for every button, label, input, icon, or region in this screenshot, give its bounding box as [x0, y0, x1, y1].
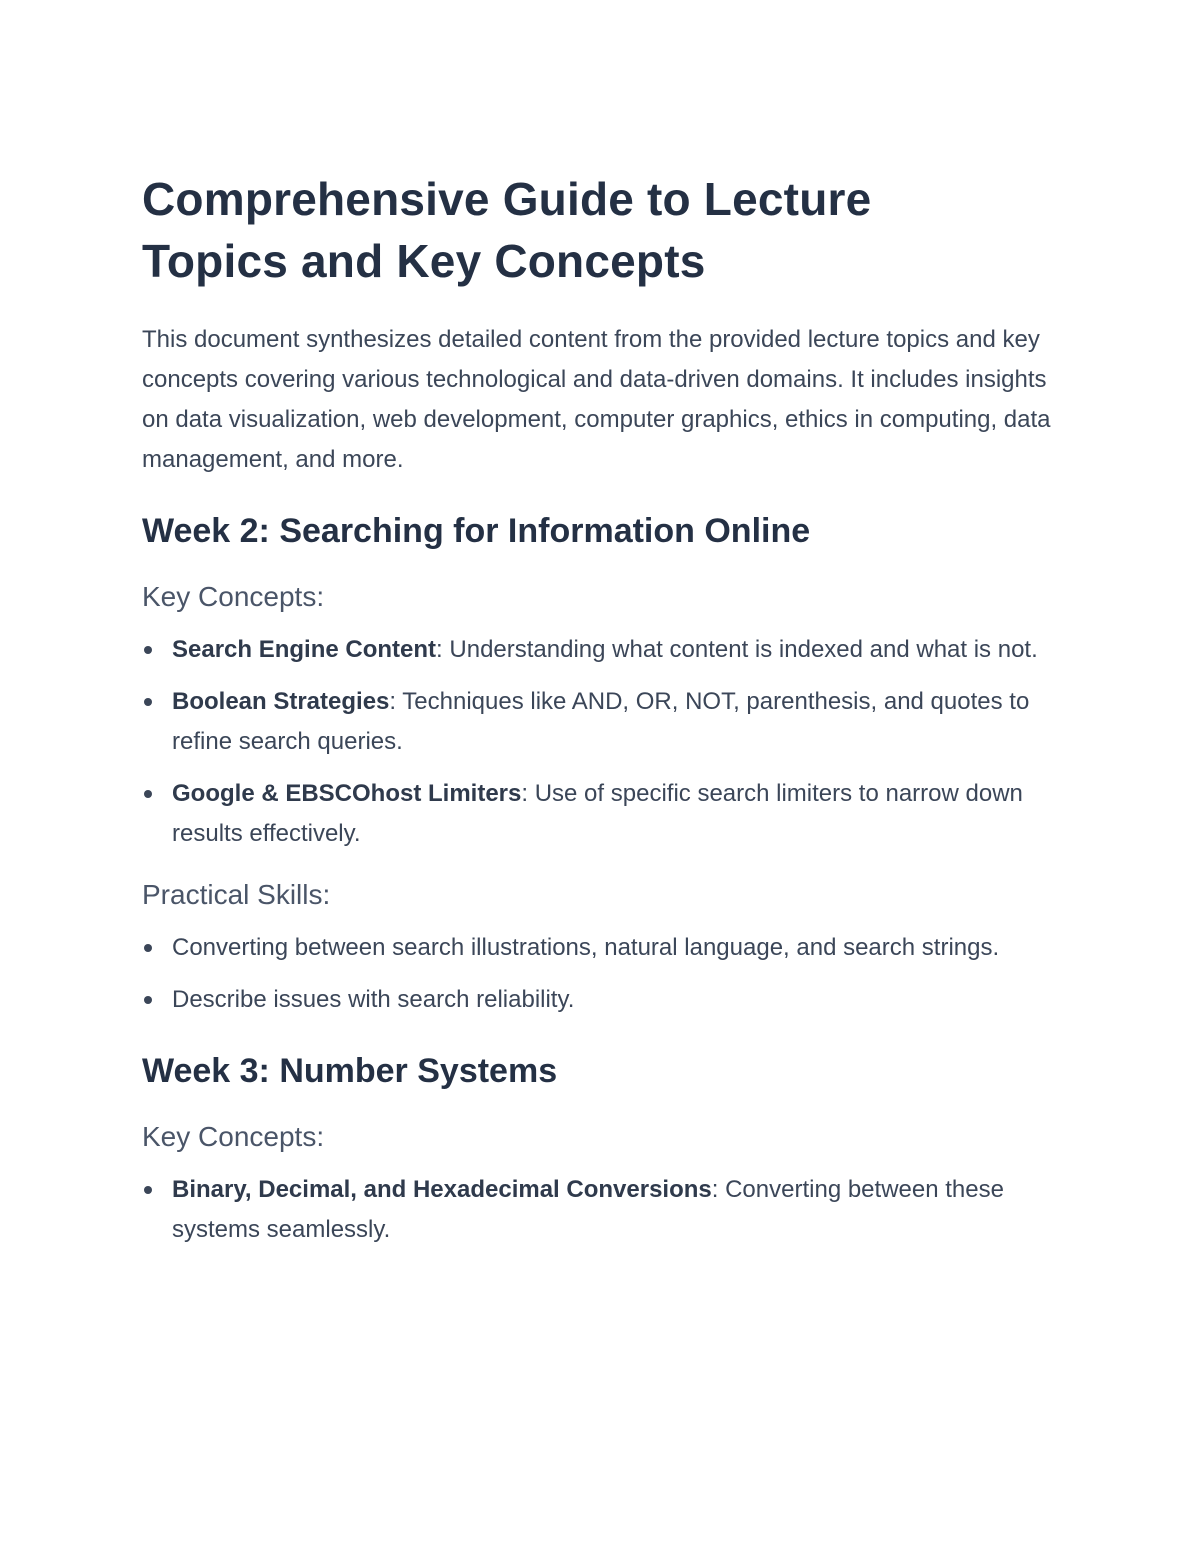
concept-term: Boolean Strategies — [172, 688, 390, 715]
week-3-key-concepts-list — [142, 1170, 1062, 1250]
bullet-icon — [144, 790, 152, 798]
bullet-icon — [144, 646, 152, 654]
document-title-line-1: Comprehensive Guide to Lecture — [142, 173, 872, 225]
list-item — [142, 774, 1062, 854]
skill-text: Converting between search illustrations, natural language, and search strings. — [172, 934, 1000, 961]
list-item — [142, 980, 1062, 1020]
concept-description: : Converting between these systems seamlessly. — [172, 1176, 1004, 1243]
document-title-line-2: Topics and Key Concepts — [142, 235, 706, 287]
bullet-icon — [144, 1186, 152, 1194]
list-item — [142, 630, 1062, 670]
concept-term: Search Engine Content — [172, 636, 437, 663]
concept-term: Binary, Decimal, and Hexadecimal Conversions — [172, 1176, 712, 1203]
concept-description: : Techniques like AND, OR, NOT, parenthesis, and quotes to refine search queries. — [172, 688, 1030, 755]
concept-description: : Use of specific search limiters to narrow down results effectively. — [172, 780, 1023, 847]
list-item — [142, 928, 1062, 968]
week-2-practical-skills-list — [142, 928, 1062, 1020]
week-3-key-concepts-heading: Key Concepts: — [142, 1121, 325, 1152]
week-2-heading: Week 2: Searching for Information Online — [142, 512, 811, 550]
week-3-heading: Week 3: Number Systems — [142, 1052, 558, 1090]
intro-paragraph: This document synthesizes detailed content from the provided lecture topics and key concepts covering various technological and data-driven domains. It includes insights on data visualization, web development, computer graphics, ethics in computing, data management, and more. — [142, 326, 1051, 473]
week-2-key-concepts-heading: Key Concepts: — [142, 581, 325, 612]
document-page — [142, 168, 1062, 1262]
document-title — [142, 168, 1062, 292]
list-item — [142, 682, 1062, 762]
bullet-icon — [144, 944, 152, 952]
skill-text: Describe issues with search reliability. — [172, 986, 575, 1013]
concept-term: Google & EBSCOhost Limiters — [172, 780, 522, 807]
week-2-practical-skills-heading: Practical Skills: — [142, 879, 331, 910]
concept-description: : Understanding what content is indexed and what is not. — [436, 636, 1038, 663]
week-2-key-concepts-list — [142, 630, 1062, 854]
bullet-icon — [144, 698, 152, 706]
list-item — [142, 1170, 1062, 1250]
bullet-icon — [144, 996, 152, 1004]
